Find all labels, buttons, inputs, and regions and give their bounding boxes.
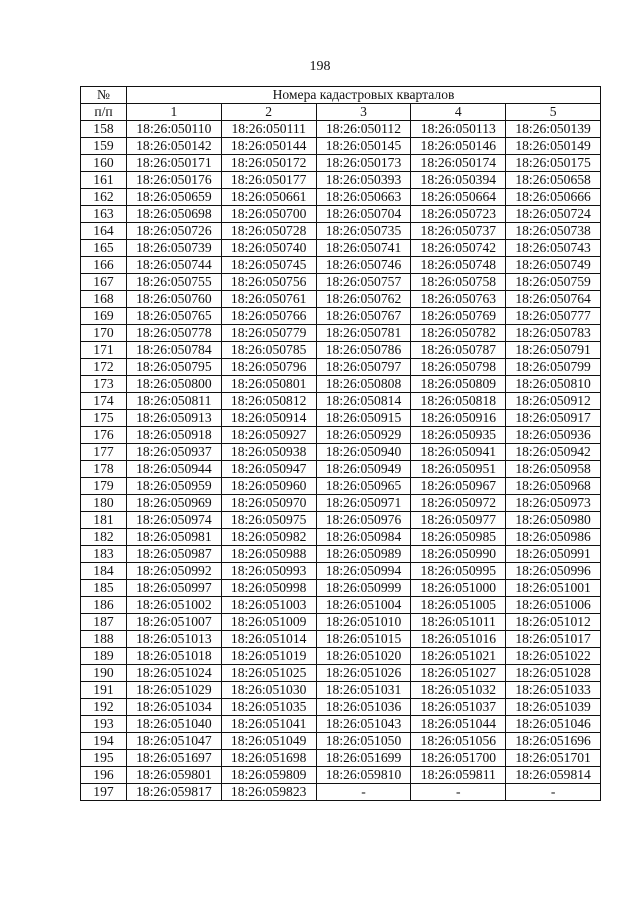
quarter-number-cell: 18:26:050786 [316,342,411,359]
quarter-number-cell: 18:26:050175 [506,155,601,172]
table-row [81,189,601,206]
quarter-number-cell: 18:26:050743 [506,240,601,257]
table-row [81,580,601,597]
quarter-number-cell: 18:26:051028 [506,665,601,682]
quarter-number-cell: 18:26:050917 [506,410,601,427]
quarter-number-cell: 18:26:050763 [411,291,506,308]
quarter-number-cell: 18:26:050796 [221,359,316,376]
quarter-number-cell: 18:26:050986 [506,529,601,546]
quarter-number-cell: 18:26:050991 [506,546,601,563]
table-row [81,410,601,427]
quarter-number-cell: 18:26:050659 [127,189,222,206]
group-header: Номера кадастровых кварталов [127,87,601,104]
quarter-number-cell: 18:26:050940 [316,444,411,461]
row-number-cell: 181 [81,512,127,529]
quarter-number-cell: 18:26:050797 [316,359,411,376]
quarter-number-cell: 18:26:051019 [221,648,316,665]
row-number-cell: 162 [81,189,127,206]
row-number-cell: 173 [81,376,127,393]
row-number-cell: 193 [81,716,127,733]
quarter-number-cell: 18:26:050912 [506,393,601,410]
quarter-number-cell: 18:26:051000 [411,580,506,597]
quarter-number-cell: 18:26:050985 [411,529,506,546]
quarter-number-cell: 18:26:050755 [127,274,222,291]
quarter-number-cell: 18:26:050177 [221,172,316,189]
quarter-number-cell: 18:26:050997 [127,580,222,597]
quarter-number-cell: 18:26:050783 [506,325,601,342]
quarter-number-cell: 18:26:050144 [221,138,316,155]
quarter-number-cell: 18:26:050942 [506,444,601,461]
quarter-number-cell: 18:26:051018 [127,648,222,665]
row-number-cell: 174 [81,393,127,410]
quarter-number-cell: 18:26:050769 [411,308,506,325]
quarter-number-cell: 18:26:051011 [411,614,506,631]
quarter-number-cell: 18:26:050818 [411,393,506,410]
quarter-number-cell: 18:26:051013 [127,631,222,648]
quarter-number-cell: 18:26:050737 [411,223,506,240]
quarter-number-cell: 18:26:051021 [411,648,506,665]
table-row [81,325,601,342]
quarter-number-cell: 18:26:051031 [316,682,411,699]
quarter-number-cell: 18:26:050766 [221,308,316,325]
quarter-number-cell: 18:26:050929 [316,427,411,444]
table-row [81,512,601,529]
quarter-number-cell: 18:26:050704 [316,206,411,223]
quarter-number-cell: 18:26:050757 [316,274,411,291]
quarter-number-cell: 18:26:051030 [221,682,316,699]
table-row [81,682,601,699]
quarter-number-cell: 18:26:050787 [411,342,506,359]
quarter-number-cell: 18:26:050969 [127,495,222,512]
quarter-number-cell: 18:26:050980 [506,512,601,529]
quarter-number-cell: 18:26:051046 [506,716,601,733]
quarter-number-cell: 18:26:051027 [411,665,506,682]
quarter-number-cell: 18:26:051026 [316,665,411,682]
table-header [81,87,601,121]
quarter-number-cell: 18:26:050990 [411,546,506,563]
table-row [81,767,601,784]
row-number-cell: 159 [81,138,127,155]
quarter-number-cell: 18:26:051039 [506,699,601,716]
quarter-number-cell: 18:26:051700 [411,750,506,767]
row-number-cell: 187 [81,614,127,631]
row-number-cell: 194 [81,733,127,750]
table-body [81,121,601,801]
quarter-number-cell: 18:26:050811 [127,393,222,410]
quarter-number-cell: 18:26:050145 [316,138,411,155]
quarter-number-cell: 18:26:050724 [506,206,601,223]
quarter-number-cell: 18:26:050746 [316,257,411,274]
row-number-cell: 177 [81,444,127,461]
row-number-cell: 166 [81,257,127,274]
quarter-number-cell: 18:26:051020 [316,648,411,665]
quarter-number-cell: 18:26:050800 [127,376,222,393]
table-row [81,529,601,546]
row-number-cell: 186 [81,597,127,614]
quarter-number-cell: 18:26:059801 [127,767,222,784]
quarter-number-cell: 18:26:051012 [506,614,601,631]
quarter-number-cell: 18:26:051033 [506,682,601,699]
quarter-number-cell: 18:26:050998 [221,580,316,597]
quarter-number-cell: 18:26:050994 [316,563,411,580]
quarter-number-cell: 18:26:050975 [221,512,316,529]
row-number-cell: 169 [81,308,127,325]
quarter-number-cell: 18:26:050971 [316,495,411,512]
quarter-number-cell: 18:26:050149 [506,138,601,155]
quarter-number-cell: 18:26:050984 [316,529,411,546]
table-row [81,665,601,682]
quarter-number-cell: 18:26:050937 [127,444,222,461]
quarter-number-cell: 18:26:051047 [127,733,222,750]
quarter-number-cell: - [316,784,411,801]
quarter-number-cell: 18:26:050951 [411,461,506,478]
table-row [81,376,601,393]
quarter-number-cell: 18:26:050723 [411,206,506,223]
quarter-number-cell: 18:26:051034 [127,699,222,716]
quarter-number-cell: 18:26:050941 [411,444,506,461]
quarter-number-cell: 18:26:051001 [506,580,601,597]
quarter-number-cell: 18:26:051015 [316,631,411,648]
quarter-number-cell: 18:26:059811 [411,767,506,784]
quarter-number-cell: 18:26:050777 [506,308,601,325]
quarter-number-cell: 18:26:050799 [506,359,601,376]
quarter-number-cell: 18:26:051037 [411,699,506,716]
quarter-number-cell: 18:26:050965 [316,478,411,495]
row-number-cell: 184 [81,563,127,580]
quarter-number-cell: 18:26:050949 [316,461,411,478]
quarter-number-cell: 18:26:051025 [221,665,316,682]
quarter-number-cell: 18:26:051003 [221,597,316,614]
quarter-number-cell: 18:26:050739 [127,240,222,257]
quarter-number-cell: 18:26:050913 [127,410,222,427]
row-number-cell: 172 [81,359,127,376]
quarter-number-cell: 18:26:050765 [127,308,222,325]
table-row [81,444,601,461]
row-number-cell: 183 [81,546,127,563]
quarter-number-cell: 18:26:050744 [127,257,222,274]
quarter-number-cell: 18:26:051016 [411,631,506,648]
quarter-number-cell: 18:26:050992 [127,563,222,580]
quarter-number-cell: 18:26:050139 [506,121,601,138]
quarter-number-cell: 18:26:050735 [316,223,411,240]
table-row [81,155,601,172]
quarter-number-cell: 18:26:051697 [127,750,222,767]
table-row [81,495,601,512]
table-row [81,172,601,189]
table-row [81,359,601,376]
row-number-cell: 196 [81,767,127,784]
quarter-number-cell: 18:26:050958 [506,461,601,478]
quarter-number-cell: 18:26:051007 [127,614,222,631]
quarter-number-cell: 18:26:051024 [127,665,222,682]
table-row [81,733,601,750]
quarter-number-cell: 18:26:050111 [221,121,316,138]
quarter-number-cell: 18:26:050146 [411,138,506,155]
row-number-cell: 163 [81,206,127,223]
row-number-cell: 185 [81,580,127,597]
quarter-number-cell: 18:26:050791 [506,342,601,359]
quarter-number-cell: - [506,784,601,801]
quarter-number-cell: 18:26:050935 [411,427,506,444]
quarter-number-cell: 18:26:050740 [221,240,316,257]
quarter-number-cell: 18:26:050974 [127,512,222,529]
quarter-number-cell: 18:26:050795 [127,359,222,376]
quarter-number-cell: 18:26:051041 [221,716,316,733]
quarter-number-cell: 18:26:051032 [411,682,506,699]
row-number-cell: 160 [81,155,127,172]
quarter-number-cell: 18:26:050938 [221,444,316,461]
quarter-number-cell: 18:26:051040 [127,716,222,733]
table-row [81,223,601,240]
quarter-number-cell: 18:26:050996 [506,563,601,580]
table-row [81,784,601,801]
quarter-number-cell: 18:26:050808 [316,376,411,393]
quarter-number-cell: 18:26:051010 [316,614,411,631]
quarter-number-cell: 18:26:051696 [506,733,601,750]
quarter-number-cell: 18:26:051014 [221,631,316,648]
table-row [81,461,601,478]
quarter-number-cell: 18:26:050658 [506,172,601,189]
quarter-number-cell: 18:26:050784 [127,342,222,359]
quarter-number-cell: 18:26:050976 [316,512,411,529]
quarter-number-cell: 18:26:050748 [411,257,506,274]
quarter-number-cell: 18:26:050810 [506,376,601,393]
row-number-cell: 178 [81,461,127,478]
quarter-number-cell: 18:26:050394 [411,172,506,189]
quarter-number-cell: 18:26:050812 [221,393,316,410]
quarter-number-cell: 18:26:050988 [221,546,316,563]
quarter-number-cell: 18:26:051005 [411,597,506,614]
quarter-number-cell: 18:26:051022 [506,648,601,665]
quarter-number-cell: 18:26:059823 [221,784,316,801]
quarter-number-cell: 18:26:051050 [316,733,411,750]
quarter-number-cell: 18:26:050112 [316,121,411,138]
row-number-cell: 195 [81,750,127,767]
quarter-number-cell: 18:26:050663 [316,189,411,206]
quarter-number-cell: 18:26:050700 [221,206,316,223]
quarter-number-cell: 18:26:050762 [316,291,411,308]
quarter-number-cell: 18:26:059810 [316,767,411,784]
quarter-number-cell: 18:26:050977 [411,512,506,529]
row-number-cell: 180 [81,495,127,512]
quarter-number-cell: 18:26:050767 [316,308,411,325]
quarter-number-cell: 18:26:051044 [411,716,506,733]
table-row [81,563,601,580]
quarter-number-cell: 18:26:050113 [411,121,506,138]
row-number-cell: 175 [81,410,127,427]
quarter-number-cell: 18:26:050172 [221,155,316,172]
row-number-header-top: № [81,87,127,104]
quarter-number-cell: 18:26:050989 [316,546,411,563]
table-row [81,206,601,223]
quarter-number-cell: 18:26:051698 [221,750,316,767]
quarter-number-cell: 18:26:050918 [127,427,222,444]
row-number-cell: 164 [81,223,127,240]
table-row [81,427,601,444]
quarter-number-cell: 18:26:050742 [411,240,506,257]
quarter-number-cell: 18:26:050760 [127,291,222,308]
quarter-number-cell: 18:26:050738 [506,223,601,240]
row-number-cell: 171 [81,342,127,359]
table-row [81,393,601,410]
quarter-number-cell: 18:26:050936 [506,427,601,444]
quarter-number-cell: 18:26:050968 [506,478,601,495]
quarter-number-cell: 18:26:050779 [221,325,316,342]
quarter-number-cell: 18:26:051699 [316,750,411,767]
quarter-number-cell: 18:26:050749 [506,257,601,274]
quarter-number-cell: 18:26:050764 [506,291,601,308]
quarter-number-cell: 18:26:050999 [316,580,411,597]
row-number-cell: 167 [81,274,127,291]
quarter-number-cell: 18:26:051056 [411,733,506,750]
quarter-number-cell: 18:26:050927 [221,427,316,444]
table-row [81,699,601,716]
quarter-number-cell: 18:26:050995 [411,563,506,580]
quarter-number-cell: 18:26:050110 [127,121,222,138]
row-number-cell: 189 [81,648,127,665]
quarter-number-cell: 18:26:050173 [316,155,411,172]
header-row-top [81,87,601,104]
table-row [81,631,601,648]
quarter-number-cell: 18:26:050993 [221,563,316,580]
quarter-number-cell: 18:26:051036 [316,699,411,716]
row-number-cell: 197 [81,784,127,801]
quarter-number-cell: 18:26:050761 [221,291,316,308]
quarter-number-cell: 18:26:050959 [127,478,222,495]
quarter-number-cell: 18:26:050176 [127,172,222,189]
row-number-cell: 190 [81,665,127,682]
column-number-2: 2 [221,104,316,121]
quarter-number-cell: 18:26:051049 [221,733,316,750]
quarter-number-cell: 18:26:051035 [221,699,316,716]
column-number-4: 4 [411,104,506,121]
quarter-number-cell: 18:26:050944 [127,461,222,478]
table-row [81,240,601,257]
quarter-number-cell: 18:26:050756 [221,274,316,291]
column-number-3: 3 [316,104,411,121]
row-number-header-bottom: п/п [81,104,127,121]
row-number-cell: 161 [81,172,127,189]
row-number-cell: 165 [81,240,127,257]
quarter-number-cell: 18:26:050664 [411,189,506,206]
row-number-cell: 188 [81,631,127,648]
quarter-number-cell: 18:26:050987 [127,546,222,563]
table-row [81,648,601,665]
quarter-number-cell: 18:26:051009 [221,614,316,631]
quarter-number-cell: 18:26:050967 [411,478,506,495]
quarter-number-cell: 18:26:059809 [221,767,316,784]
quarter-number-cell: 18:26:050981 [127,529,222,546]
quarter-number-cell: 18:26:050726 [127,223,222,240]
quarter-number-cell: 18:26:051701 [506,750,601,767]
quarter-number-cell: 18:26:050728 [221,223,316,240]
table-row [81,597,601,614]
quarter-number-cell: 18:26:051029 [127,682,222,699]
row-number-cell: 179 [81,478,127,495]
header-row-bottom [81,104,601,121]
quarter-number-cell: 18:26:050142 [127,138,222,155]
quarter-number-cell: 18:26:051006 [506,597,601,614]
quarter-number-cell: 18:26:050960 [221,478,316,495]
quarter-number-cell: 18:26:050947 [221,461,316,478]
quarter-number-cell: 18:26:050758 [411,274,506,291]
quarter-number-cell: 18:26:050914 [221,410,316,427]
table-row [81,291,601,308]
quarter-number-cell: 18:26:050798 [411,359,506,376]
cadastral-quarters-table [80,86,601,801]
quarter-number-cell: 18:26:059814 [506,767,601,784]
quarter-number-cell: 18:26:050972 [411,495,506,512]
quarter-number-cell: 18:26:050915 [316,410,411,427]
quarter-number-cell: 18:26:050666 [506,189,601,206]
quarter-number-cell: 18:26:059817 [127,784,222,801]
quarter-number-cell: 18:26:050782 [411,325,506,342]
quarter-number-cell: 18:26:050809 [411,376,506,393]
column-number-1: 1 [127,104,222,121]
quarter-number-cell: - [411,784,506,801]
quarter-number-cell: 18:26:050698 [127,206,222,223]
quarter-number-cell: 18:26:050973 [506,495,601,512]
quarter-number-cell: 18:26:050970 [221,495,316,512]
row-number-cell: 176 [81,427,127,444]
table-row [81,546,601,563]
row-number-cell: 192 [81,699,127,716]
quarter-number-cell: 18:26:050745 [221,257,316,274]
column-number-5: 5 [506,104,601,121]
quarter-number-cell: 18:26:050171 [127,155,222,172]
table-row [81,138,601,155]
quarter-number-cell: 18:26:050916 [411,410,506,427]
row-number-cell: 158 [81,121,127,138]
row-number-cell: 168 [81,291,127,308]
row-number-cell: 170 [81,325,127,342]
quarter-number-cell: 18:26:050982 [221,529,316,546]
table-row [81,716,601,733]
row-number-cell: 182 [81,529,127,546]
quarter-number-cell: 18:26:051004 [316,597,411,614]
quarter-number-cell: 18:26:050785 [221,342,316,359]
quarter-number-cell: 18:26:050174 [411,155,506,172]
table-row [81,750,601,767]
quarter-number-cell: 18:26:051043 [316,716,411,733]
quarter-number-cell: 18:26:051002 [127,597,222,614]
table-row [81,614,601,631]
quarter-number-cell: 18:26:050661 [221,189,316,206]
table-row [81,121,601,138]
quarter-number-cell: 18:26:050759 [506,274,601,291]
table-row [81,308,601,325]
quarter-number-cell: 18:26:051017 [506,631,601,648]
quarter-number-cell: 18:26:050814 [316,393,411,410]
quarter-number-cell: 18:26:050781 [316,325,411,342]
table-row [81,342,601,359]
quarter-number-cell: 18:26:050778 [127,325,222,342]
table-row [81,478,601,495]
quarter-number-cell: 18:26:050801 [221,376,316,393]
page-number: 198 [309,59,331,74]
table-row [81,257,601,274]
row-number-cell: 191 [81,682,127,699]
quarter-number-cell: 18:26:050393 [316,172,411,189]
table-row [81,274,601,291]
quarter-number-cell: 18:26:050741 [316,240,411,257]
